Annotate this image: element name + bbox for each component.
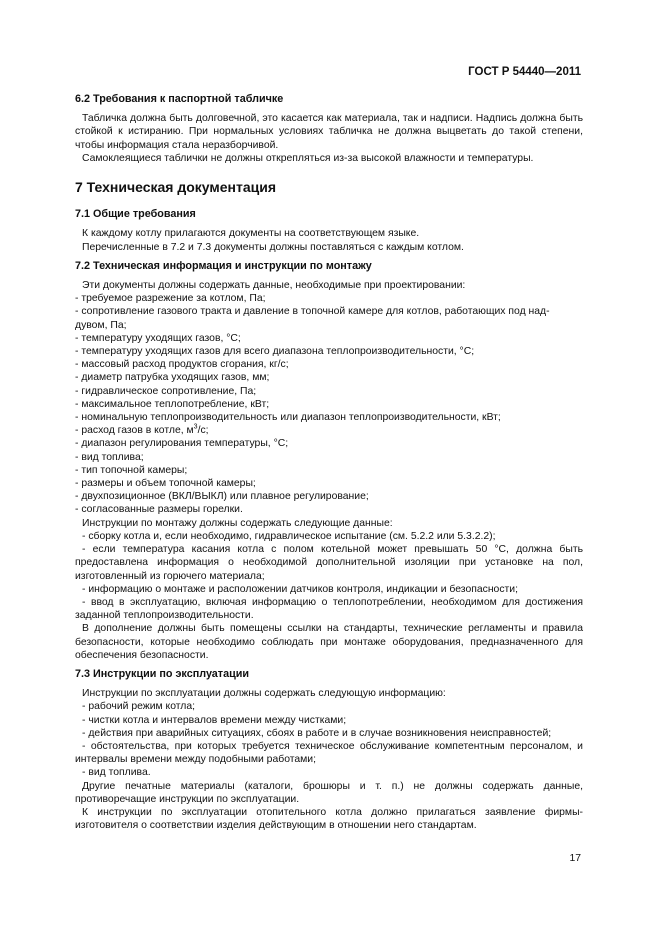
section-7-1-paragraph-2: Перечисленные в 7.2 и 7.3 документы должны поставляться с каждым котлом. — [82, 241, 464, 253]
list-item: - ввод в эксплуатацию, включая информацию о теплопотреблении, необходимом для достижения заданной теплопроизводительности. — [75, 596, 583, 622]
section-7-1-paragraph-1: К каждому котлу прилагаются документы на соответствующем языке. — [82, 228, 420, 240]
list-item: - чистки котла и интервалов времени между чистками; — [82, 714, 347, 726]
list-item: - номинальную теплопроизводительность или диапазон теплопроизводительности, кВт; — [75, 412, 501, 424]
list-item: - диаметр патрубка уходящих газов, мм; — [75, 372, 270, 384]
section-7-2-intro: Эти документы должны содержать данные, необходимые при проектировании: — [82, 280, 466, 292]
list-item: - согласованные размеры горелки. — [75, 504, 243, 516]
list-item-gas-flow — [75, 424, 583, 437]
list-item: - размеры и объем топочной камеры; — [75, 478, 256, 490]
references-paragraph: В дополнение должны быть помещены ссылки на стандарты, технические регламенты и правила безопасности, которые необходимо соблюдать при монтаже оборудования, предназначенного для обеспечения безопасности. — [75, 623, 583, 661]
section-7-2-heading: 7.2 Техническая информация и инструкции по монтажу — [75, 259, 372, 272]
list-item: - гидравлическое сопротивление, Па; — [75, 385, 257, 397]
list-item: - рабочий режим котла; — [82, 701, 196, 713]
list-item: - требуемое разрежение за котлом, Па; — [75, 293, 266, 305]
list-item: - обстоятельства, при которых требуется техническое обслуживание компетентным персоналом, и интервалы времени между подобными работами; — [75, 740, 583, 766]
list-item: - действия при аварийных ситуациях, сбоях в работе и в случае возникновения неисправностей; — [82, 727, 552, 739]
manufacturer-statement-paragraph: К инструкции по эксплуатации отопительного котла должно прилагаться заявление фирмы-изготовителя о соответствии изделия действующим в отношении него стандартам. — [75, 806, 583, 832]
section-7-heading: 7 Техническая документация — [75, 179, 277, 196]
list-item: - температуру уходящих газов, °С; — [75, 332, 241, 344]
section-6-2-paragraph-1: Табличка должна быть долговечной, это касается как материала, так и надписи. Надпись должна быть стойкой к истиранию. При нормальных условиях табличка не должна выцветать до такой степени, чтобы информация стала неразборчивой. — [75, 113, 583, 151]
list-item: - максимальное теплопотребление, кВт; — [75, 398, 270, 410]
list-item: - тип топочной камеры; — [75, 464, 188, 476]
list-item: - двухпозиционное (ВКЛ/ВЫКЛ) или плавное регулирование; — [75, 491, 369, 503]
list-item: - если температура касания котла с полом котельной может превышать 50 °С, должна быть предоставлена информация о необходимой дополнительной изоляции при установке на пол, изготовленный из горючего материала; — [75, 544, 583, 582]
other-materials-paragraph: Другие печатные материалы (каталоги, брошюры и т. п.) не должны содержать данные, противоречащие инструкции по эксплуатации. — [75, 780, 583, 805]
gas-flow-text: - расход газов в котле, м — [75, 425, 194, 437]
list-item-continuation: дувом, Па; — [75, 319, 127, 331]
list-item: - вид топлива; — [75, 451, 144, 463]
list-item: - вид топлива. — [82, 767, 151, 779]
list-item: - диапазон регулирования температуры, °С; — [75, 438, 289, 450]
gas-flow-superscript: 3 — [193, 423, 198, 431]
list-item: - массовый расход продуктов сгорания, кг/с; — [75, 359, 289, 371]
section-7-3-intro: Инструкции по эксплуатации должны содержать следующую информацию: — [82, 688, 446, 700]
list-item: - сопротивление газового тракта и давление в топочной камере для котлов, работающих под над- — [75, 306, 550, 318]
document-id: ГОСТ Р 54440—2011 — [468, 66, 581, 78]
list-item: - сборку котла и, если необходимо, гидравлическое испытание (см. 5.2.2 или 5.3.2.2); — [82, 530, 496, 542]
section-6-2-paragraph-2: Самоклеящиеся таблички не должны открепляться из-за высокой влажности и температуры. — [82, 152, 534, 164]
mounting-intro: Инструкции по монтажу должны содержать следующие данные: — [82, 517, 393, 529]
page-content — [75, 93, 583, 832]
gas-flow-unit: /с; — [197, 425, 209, 437]
section-7-1-heading: 7.1 Общие требования — [75, 208, 196, 221]
page-number: 17 — [569, 853, 581, 864]
list-item: - температуру уходящих газов для всего диапазона теплопроизводительности, °С; — [75, 346, 475, 358]
list-item: - информацию о монтаже и расположении датчиков контроля, индикации и безопасности; — [82, 583, 518, 595]
section-6-2-heading: 6.2 Требования к паспортной табличке — [75, 93, 284, 105]
section-7-3-heading: 7.3 Инструкции по эксплуатации — [75, 667, 250, 680]
